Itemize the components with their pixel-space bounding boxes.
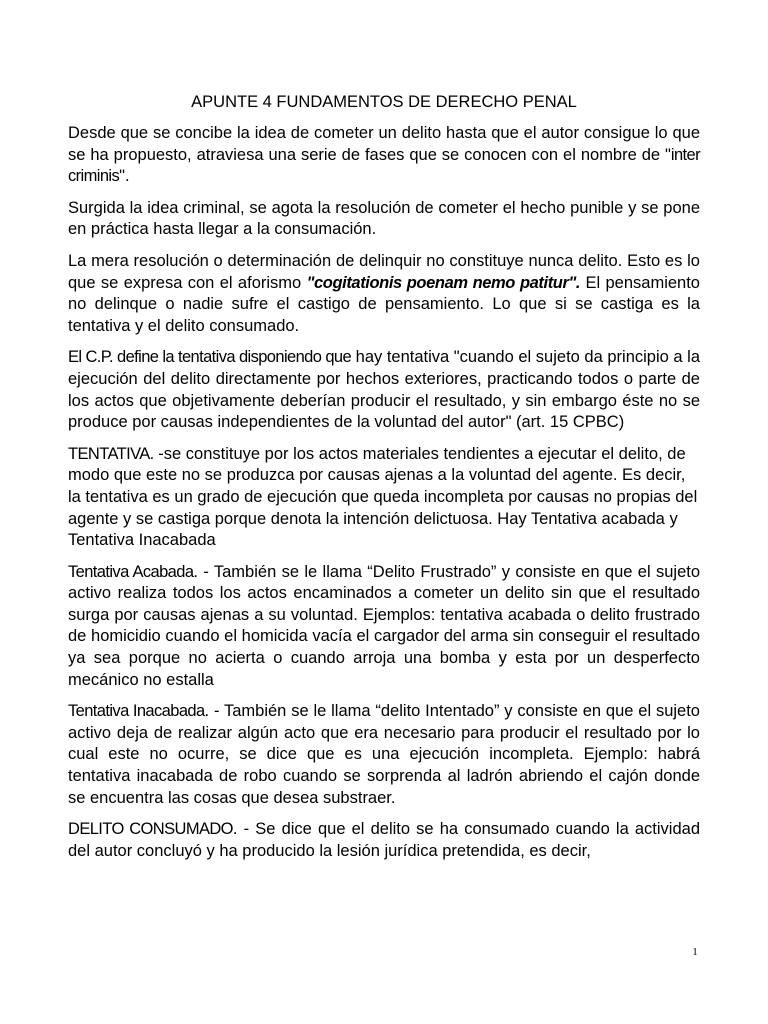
heading-tentativa-acabada: Tentativa Acabada <box>68 562 194 581</box>
page-number: 1 <box>692 946 698 958</box>
paragraph-aforismo <box>68 251 700 337</box>
aforismo-quote: "cogitationis poenam nemo patitur". <box>306 273 581 292</box>
paragraph-tentativa-acabada <box>68 562 700 692</box>
paragraph-idea-criminal: Surgida la idea criminal, se agota la resolución de cometer el hecho punible y se pone en práctica hasta llegar a la consumación. <box>68 198 700 239</box>
heading-delito-consumado: DELITO CONSUMADO <box>68 820 233 839</box>
paragraph-text: -se constituye por los actos materiales tendientes a ejecutar el delito, de modo que este no se produzca por causas ajenas a la voluntad del agente. Es decir, la tentativa es un grado de ejecución que queda incompleta por causas no propias del agente y se castiga porque denota la intención delictuosa. Hay Tentativa acabada y Tentativa Inacabada <box>68 444 698 550</box>
document-title: APUNTE 4 FUNDAMENTOS DE DERECHO PENAL <box>191 93 577 111</box>
paragraph-text: La mera resolución o determinación de delinquir no constituye nunca delito. Esto es lo que se expresa con el aforismo <box>68 251 700 292</box>
paragraph-tentativa <box>68 444 700 552</box>
paragraph-text: . - También se le llama “delito Intentado” y consiste en que el sujeto activo deja de realizar algún acto que era necesario para producir el resultado por lo cual este no ocurre, se dice que es una ejecución incompleta. Ejemplo: habrá tentativa inacabada de robo cuando se sorprenda al ladrón abriendo el cajón donde se encuentra las cosas que desea substraer. <box>68 702 700 807</box>
paragraph-text: . - Se dice que el delito se ha consumado cuando la actividad del autor concluyó y ha producido la lesión jurídica pretendida, es decir, <box>68 820 700 860</box>
document-page <box>68 92 700 872</box>
definition-lead: El C.P. define la tentativa disponiendo que <box>68 348 352 367</box>
paragraph-definicion-tentativa <box>68 347 700 433</box>
paragraph-text: Desde que se concibe la idea de cometer un delito hasta que el autor consigue lo que se ha propuesto, atraviesa una serie de fases que se conocen con el nombre de " <box>68 124 700 164</box>
paragraph-text: . - También se le llama “Delito Frustrado” y consiste en que el sujeto activo realiza todos los actos encaminados a cometer un delito sin que el resultado surga por causas ajenas a su voluntad. Ejemplos: tentativa acabada o delito frustrado de homicidio cuando el homicida vacía el cargador del arma sin conseguir el resultado ya sea porque no acierta o cuando arroja una bomba y esta por un desperfecto mecánico no estalla <box>68 562 701 689</box>
paragraph-text: hay tentativa "cuando el sujeto da principio a la ejecución del delito directamente por hechos exteriores, practicando todos o parte de los actos que objetivamente deberían producir el resultado, y sin embargo éste no se produce por causas independientes de la voluntad del autor" (art. 15 CPBC) <box>68 348 700 432</box>
term-inter-criminis: inter criminis <box>68 145 700 186</box>
paragraph-inter-criminis <box>68 123 700 188</box>
heading-tentativa: TENTATIVA. <box>68 444 154 463</box>
paragraph-text: El pensamiento no delinque o nadie sufre el castigo de pensamiento. Lo que si se castiga es la tentativa y el delito consumado. <box>68 273 700 335</box>
paragraph-text: ". <box>119 167 130 186</box>
paragraph-tentativa-inacabada <box>68 701 700 809</box>
heading-tentativa-inacabada: Tentativa Inacabada <box>68 702 205 721</box>
paragraph-delito-consumado <box>68 819 700 862</box>
